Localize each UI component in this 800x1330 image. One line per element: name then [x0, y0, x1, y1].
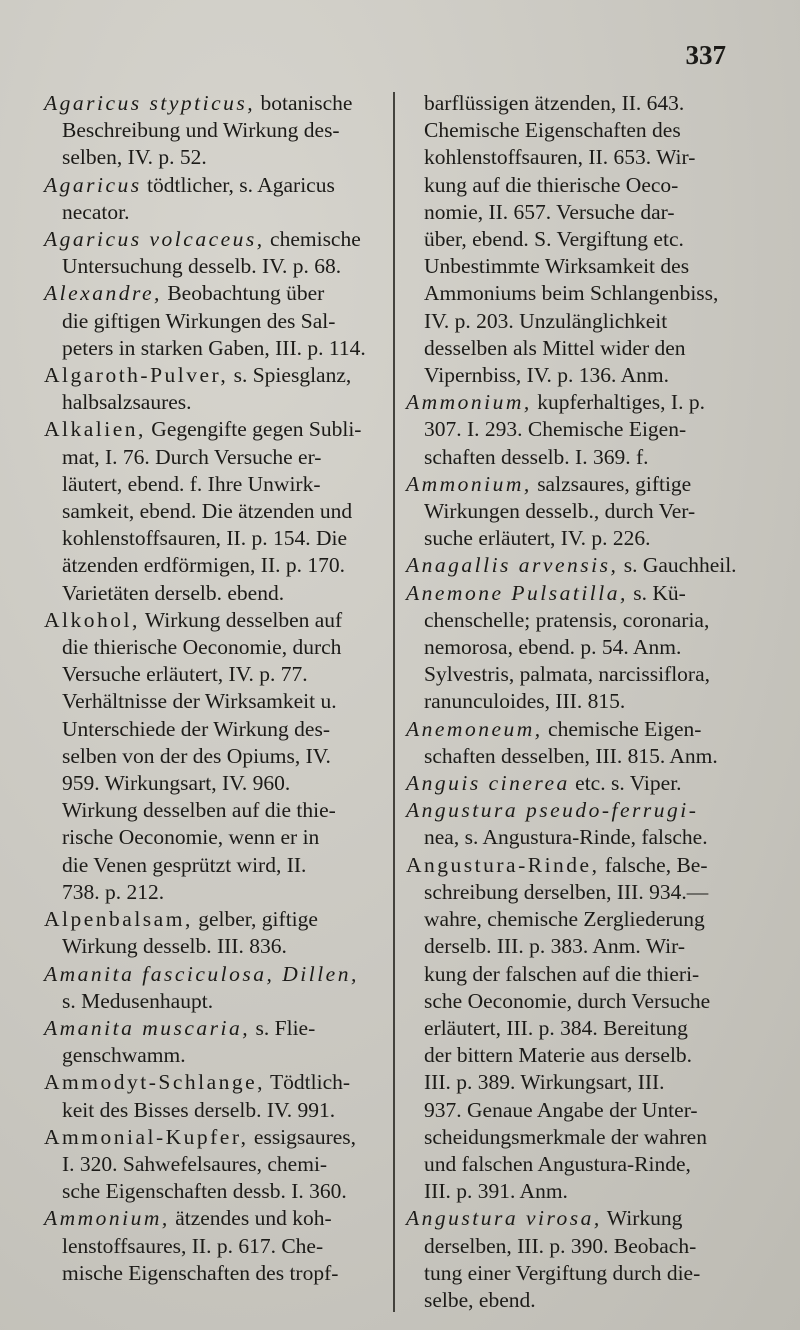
entry-headword: Angustura virosa, [406, 1206, 602, 1231]
entry-first-line [406, 716, 766, 743]
entry-text: Wirkung desselben auf [139, 607, 343, 632]
entry-line [406, 253, 766, 280]
entry-line [406, 634, 766, 661]
index-entry [44, 961, 384, 1015]
entry-line [406, 362, 766, 389]
entry-line [44, 444, 384, 471]
entry-line [44, 661, 384, 688]
entry-first-line [44, 90, 384, 117]
entry-line [406, 906, 766, 933]
entry-line [406, 1260, 766, 1287]
entry-line [44, 824, 384, 851]
entry-text: 307. I. 293. Chemische Eigen- [424, 417, 687, 442]
entry-line [406, 1069, 766, 1096]
index-entry [406, 580, 766, 716]
entry-text: barflüssigen ätzenden, II. 643. [424, 91, 685, 115]
entry-text: s. Flie- [250, 1015, 316, 1040]
index-entry [44, 172, 384, 226]
index-entry [44, 1205, 384, 1287]
entry-first-line [406, 552, 766, 579]
entry-line [44, 525, 384, 552]
entry-headword: Angustura pseudo-ferrugi- [406, 798, 699, 823]
entry-line [406, 335, 766, 362]
column-divider [393, 92, 395, 1312]
entry-headword: Ammonial-Kupfer, [44, 1124, 249, 1149]
entry-first-line [406, 90, 766, 117]
index-entry [406, 770, 766, 797]
entry-line [406, 988, 766, 1015]
entry-text: Unbestimmte Wirksamkeit des [424, 254, 690, 279]
entry-line [44, 688, 384, 715]
entry-text: kohlenstoffsauren, II. p. 154. Die [62, 526, 348, 551]
entry-first-line [406, 770, 766, 797]
entry-text: ätzendes und koh- [169, 1206, 332, 1231]
entry-text: derselb. III. p. 383. Anm. Wir- [424, 934, 686, 959]
entry-first-line [406, 1205, 766, 1232]
entry-first-line [44, 416, 384, 443]
entry-headword: Anguis cinerea [406, 771, 570, 796]
entry-line [406, 961, 766, 988]
index-entry [406, 852, 766, 1206]
entry-headword: Ammonium, [406, 390, 532, 415]
index-entry [44, 90, 384, 172]
entry-first-line [406, 797, 766, 824]
entry-line [406, 933, 766, 960]
index-entry [44, 280, 384, 362]
entry-line [406, 525, 766, 552]
entry-line [406, 688, 766, 715]
entry-line [406, 661, 766, 688]
entry-text: botanische [255, 91, 353, 115]
entry-line [406, 226, 766, 253]
entry-line [44, 308, 384, 335]
entry-text: die giftigen Wirkungen des Sal- [62, 308, 336, 333]
entry-line [44, 1042, 384, 1069]
entry-line [44, 144, 384, 171]
entry-headword: Ammonium, [406, 471, 532, 496]
entry-line [406, 1042, 766, 1069]
entry-text: III. p. 391. Anm. [424, 1179, 568, 1204]
entry-line [406, 1097, 766, 1124]
entry-text: ranunculoides, III. 815. [424, 689, 626, 714]
entry-text: essigsaures, [248, 1124, 357, 1149]
index-entry [44, 416, 384, 606]
entry-text: mische Eigenschaften des tropf- [62, 1260, 339, 1285]
entry-text: I. 320. Sahwefelsaures, chemi- [62, 1151, 328, 1176]
index-entry [44, 906, 384, 960]
entry-text: schreibung derselben, III. 934.— [424, 879, 709, 904]
entry-text: Unterschiede der Wirkung des- [62, 716, 330, 741]
left-column [44, 90, 384, 1287]
entry-line [44, 1178, 384, 1205]
entry-first-line [44, 607, 384, 634]
entry-text: keit des Bisses derselb. IV. 991. [62, 1097, 336, 1122]
entry-line [44, 743, 384, 770]
entry-text: desselben als Mittel wider den [424, 335, 686, 360]
entry-text: chemische [264, 227, 361, 252]
index-entry [406, 797, 766, 851]
entry-text: gelber, giftige [192, 907, 318, 932]
entry-text: über, ebend. S. Vergiftung etc. [424, 227, 684, 252]
entry-line [406, 308, 766, 335]
entry-text: nemorosa, ebend. p. 54. Anm. [424, 635, 682, 660]
index-entry [406, 471, 766, 553]
entry-line [406, 743, 766, 770]
entry-text: salzsaures, giftige [531, 471, 692, 496]
entry-text: der bittern Materie aus derselb. [424, 1043, 693, 1068]
entry-text: sche Eigenschaften dessb. I. 360. [62, 1179, 347, 1204]
entry-line [44, 498, 384, 525]
entry-text: schaften desselb. I. 369. f. [424, 444, 649, 469]
entry-first-line [44, 1015, 384, 1042]
entry-line [44, 933, 384, 960]
entry-text: lenstoffsaures, II. p. 617. Che- [62, 1233, 324, 1258]
entry-text: Vipernbiss, IV. p. 136. Anm. [424, 363, 669, 388]
entry-text: s. Gauchheil. [618, 553, 737, 578]
entry-line [44, 253, 384, 280]
entry-text: tödtlicher, s. Agaricus [141, 172, 335, 197]
entry-line [406, 416, 766, 443]
entry-first-line [406, 471, 766, 498]
entry-text: kung auf die thierische Oeco- [424, 172, 679, 197]
entry-line [406, 1287, 766, 1314]
entry-headword: Alpenbalsam, [44, 907, 193, 932]
entry-first-line [44, 172, 384, 199]
entry-text: die thierische Oeconomie, durch [62, 635, 342, 660]
entry-headword: Agaricus volcaceus, [44, 227, 265, 252]
entry-line [44, 634, 384, 661]
entry-line [406, 444, 766, 471]
entry-text: selben von der des Opiums, IV. [62, 743, 331, 768]
entry-headword: Ammodyt-Schlange, [44, 1070, 266, 1095]
entry-text: peters in starken Gaben, III. p. 114. [62, 335, 366, 360]
entry-headword: Algaroth-Pulver, [44, 363, 229, 388]
entry-line [44, 471, 384, 498]
index-entry [406, 90, 766, 389]
entry-text: Verhältnisse der Wirksamkeit u. [62, 689, 337, 714]
entry-line [406, 117, 766, 144]
entry-text: erläutert, III. p. 384. Bereitung [424, 1015, 688, 1040]
entry-text: nea, s. Angustura-Rinde, falsche. [424, 825, 708, 850]
entry-line [44, 770, 384, 797]
index-entry [44, 226, 384, 280]
entry-text: Wirkungen desselb., durch Ver- [424, 499, 696, 524]
entry-line [406, 144, 766, 171]
entry-text: mat, I. 76. Durch Versuche er- [62, 444, 322, 469]
entry-text: s. Spiesglanz, [228, 363, 352, 388]
index-entry [44, 1069, 384, 1123]
entry-text: die Venen gesprützt wird, II. [62, 852, 307, 877]
entry-text: Varietäten derselb. ebend. [62, 580, 285, 605]
entry-text: derselben, III. p. 390. Beobach- [424, 1233, 697, 1258]
entry-text: Tödtlich- [265, 1070, 351, 1095]
entry-text: s. Kü- [627, 580, 686, 605]
entry-line [406, 498, 766, 525]
entry-first-line [406, 389, 766, 416]
entry-line [44, 1151, 384, 1178]
entry-text: kohlenstoffsauren, II. 653. Wir- [424, 145, 696, 170]
entry-headword: Anagallis arvensis, [406, 553, 619, 578]
entry-text: 937. Genaue Angabe der Unter- [424, 1097, 698, 1122]
entry-headword: Agaricus [44, 172, 142, 197]
entry-text: halbsalzsaures. [62, 390, 192, 415]
entry-line [44, 716, 384, 743]
entry-text: kung der falschen auf die thieri- [424, 961, 700, 986]
entry-text: Wirkung [601, 1206, 683, 1231]
entry-text: III. p. 389. Wirkungsart, III. [424, 1070, 665, 1095]
index-entry [406, 1205, 766, 1314]
right-column [406, 90, 766, 1314]
entry-text: Gegengifte gegen Subli- [145, 417, 362, 442]
entry-text: nomie, II. 657. Versuche dar- [424, 199, 675, 224]
entry-line [406, 1178, 766, 1205]
entry-text: schaften desselben, III. 815. Anm. [424, 743, 718, 768]
entry-text: chemische Eigen- [542, 716, 702, 741]
entry-text: samkeit, ebend. Die ätzenden und [62, 499, 353, 524]
entry-first-line [44, 1069, 384, 1096]
entry-line [406, 1015, 766, 1042]
entry-first-line [44, 961, 384, 988]
entry-line [406, 1124, 766, 1151]
entry-text: Beobachtung über [161, 281, 325, 306]
entry-line [406, 172, 766, 199]
entry-text: Ammoniums beim Schlangenbiss, [424, 281, 719, 306]
index-entry [44, 1124, 384, 1206]
entry-first-line [406, 852, 766, 879]
entry-line [406, 879, 766, 906]
entry-headword: Angustura-Rinde, [406, 852, 600, 877]
entry-line [406, 824, 766, 851]
entry-text: Wirkung desselben auf die thie- [62, 798, 336, 823]
entry-line [44, 1097, 384, 1124]
entry-first-line [44, 362, 384, 389]
entry-text: und falschen Angustura-Rinde, [424, 1151, 691, 1176]
entry-text: rische Oeconomie, wenn er in [62, 825, 320, 850]
entry-headword: Anemone Pulsatilla, [406, 580, 628, 605]
entry-first-line [44, 1205, 384, 1232]
entry-text: etc. s. Viper. [569, 771, 682, 796]
entry-text: Sylvestris, palmata, narcissiflora, [424, 662, 710, 687]
entry-headword: Anemoneum, [406, 716, 543, 741]
entry-line [44, 797, 384, 824]
entry-line [44, 988, 384, 1015]
entry-text: IV. p. 203. Unzulänglichkeit [424, 308, 668, 333]
entry-line [406, 1151, 766, 1178]
entry-text: suche erläutert, IV. p. 226. [424, 526, 651, 551]
entry-line [406, 607, 766, 634]
entry-headword: Ammonium, [44, 1206, 170, 1231]
entry-text: 738. p. 212. [62, 879, 165, 904]
entry-headword: Alkalien, [44, 417, 146, 442]
entry-text: Chemische Eigenschaften des [424, 118, 681, 143]
entry-text: 959. Wirkungsart, IV. 960. [62, 771, 291, 796]
entry-line [44, 335, 384, 362]
entry-line [44, 1260, 384, 1287]
entry-headword: Amanita muscaria, [44, 1015, 251, 1040]
entry-text: wahre, chemische Zergliederung [424, 907, 705, 932]
entry-text: scheidungsmerkmale der wahren [424, 1124, 707, 1149]
entry-text: falsche, Be- [599, 852, 708, 877]
index-entry [406, 552, 766, 579]
entry-line [406, 280, 766, 307]
entry-first-line [406, 580, 766, 607]
entry-first-line [44, 1124, 384, 1151]
entry-text: Untersuchung desselb. IV. p. 68. [62, 254, 342, 279]
entry-text: selben, IV. p. 52. [62, 145, 207, 170]
entry-headword: Agaricus stypticus, [44, 91, 256, 115]
entry-text: kupferhaltiges, I. p. [531, 390, 705, 415]
entry-text: ätzenden erdförmigen, II. p. 170. [62, 553, 345, 578]
entry-line [44, 852, 384, 879]
entry-line [44, 389, 384, 416]
entry-text: sche Oeconomie, durch Versuche [424, 988, 711, 1013]
entry-line [44, 580, 384, 607]
entry-text: selbe, ebend. [424, 1287, 536, 1312]
entry-line [44, 879, 384, 906]
entry-first-line [44, 906, 384, 933]
entry-text: läutert, ebend. f. Ihre Unwirk- [62, 471, 321, 496]
entry-text: necator. [62, 199, 130, 224]
entry-headword: Alexandre, [44, 281, 162, 306]
entry-line [44, 552, 384, 579]
entry-line [406, 199, 766, 226]
page-number: 337 [685, 40, 726, 70]
entry-text: Wirkung desselb. III. 836. [62, 934, 287, 959]
entry-text: chenschelle; pratensis, coronaria, [424, 607, 710, 632]
entry-line [44, 1233, 384, 1260]
entry-text: s. Medusenhaupt. [62, 988, 214, 1013]
entry-text: Beschreibung und Wirkung des- [62, 118, 340, 143]
index-entry [44, 1015, 384, 1069]
entry-line [44, 199, 384, 226]
entry-headword: Alkohol, [44, 607, 140, 632]
entry-headword: Amanita fasciculosa, Dillen, [44, 961, 359, 986]
entry-text: Versuche erläutert, IV. p. 77. [62, 662, 308, 687]
index-entry [44, 362, 384, 416]
entry-text: tung einer Vergiftung durch die- [424, 1260, 701, 1285]
entry-line [406, 1233, 766, 1260]
entry-text: genschwamm. [62, 1043, 186, 1068]
entry-line [44, 117, 384, 144]
entry-first-line [44, 280, 384, 307]
index-entry [406, 716, 766, 770]
index-entry [406, 389, 766, 471]
entry-first-line [44, 226, 384, 253]
index-entry [44, 607, 384, 906]
